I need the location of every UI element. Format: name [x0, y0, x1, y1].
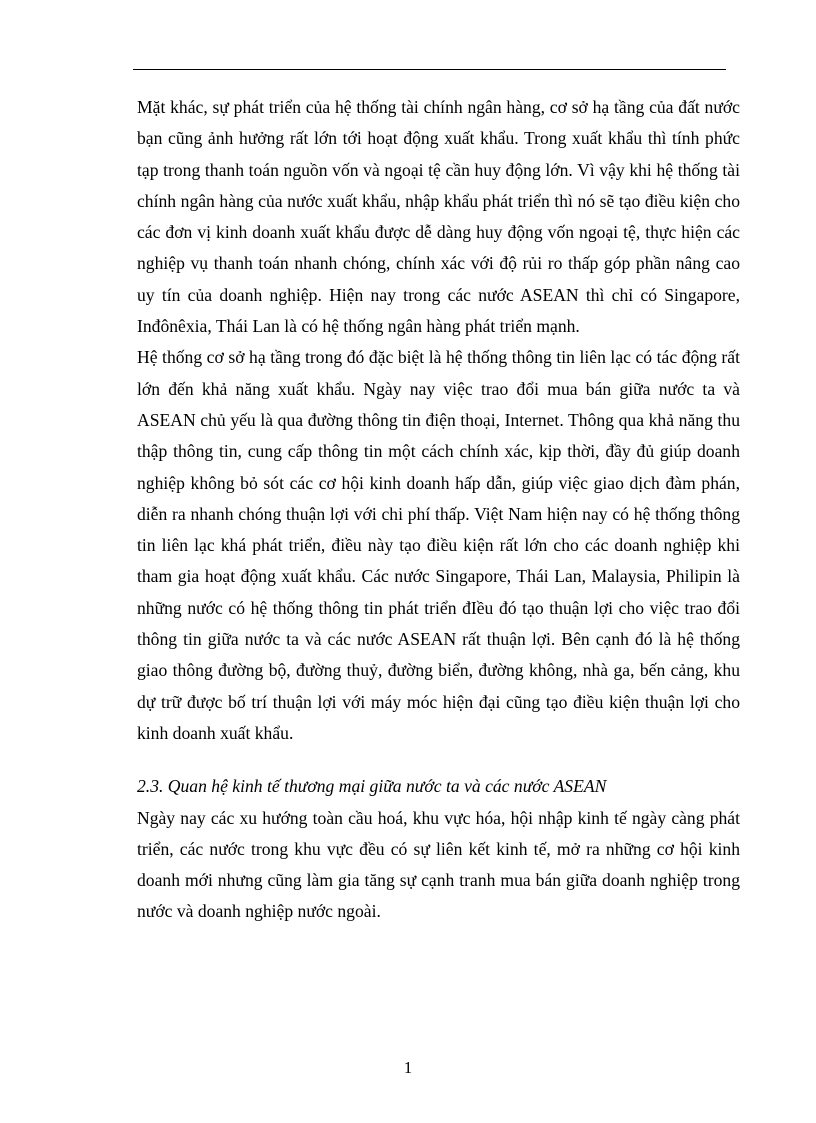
section-heading: 2.3. Quan hệ kinh tế thương mại giữa nước ta và các nước ASEAN — [137, 776, 607, 797]
page-number: 1 — [403, 1058, 413, 1077]
paragraph-infrastructure: Hệ thống cơ sở hạ tầng trong đó đặc biệt là hệ thống thông tin liên lạc có tác động rất lớn đến khả năng xuất khẩu. Ngày nay việc trao đổi mua bán giữa nước ta và ASEAN chủ yếu là qua đường thông tin điện thoại, Internet. Thông qua khả năng thu thập thông tin, cung cấp thông tin một cách chính xác, kịp thời, đầy đủ giúp doanh nghiệp không bỏ sót các cơ hội kinh doanh hấp dẫn, giúp việc giao dịch đàm phán, diễn ra nhanh chóng thuận lợi với chi phí thấp. Việt Nam hiện nay có hệ thống thông tin liên lạc khá phát triển, điều này tạo điều kiện rất lớn cho các doanh nghiệp khi tham gia hoạt động xuất khẩu. Các nước Singapore, Thái Lan, Malaysia, Philipin là những nước có hệ thống thông tin phát triển đIều đó tạo thuận lợi cho việc trao đổi thông tin giữa nước ta và các nước ASEAN rất thuận lợi. Bên cạnh đó là hệ thống giao thông đường bộ, đường thuỷ, đường biển, đường không, nhà ga, bến cảng, khu dự trữ được bố trí thuận lợi với máy móc hiện đại cũng tạo điều kiện thuận lợi cho kinh doanh xuất khẩu. — [137, 347, 740, 743]
paragraph-trade-relations: Ngày nay các xu hướng toàn cầu hoá, khu vực hóa, hội nhập kinh tế ngày càng phát triển, các nước trong khu vực đều có sự liên kết kinh tế, mở ra những cơ hội kinh doanh mới nhưng cũng làm gia tăng sự cạnh tranh mua bán giữa doanh nghiệp trong nước và doanh nghiệp nước ngoài. — [137, 807, 740, 922]
page-body — [137, 92, 740, 928]
header-rule — [133, 69, 726, 70]
paragraph-banking-system: Mặt khác, sự phát triển của hệ thống tài chính ngân hàng, cơ sở hạ tầng của đất nước bạn cũng ảnh hưởng rất lớn tới hoạt động xuất khẩu. Trong xuất khẩu thì tính phức tạp trong thanh toán nguồn vốn và ngoại tệ cần huy động lớn. Vì vậy khi hệ thống tài chính ngân hàng của nước xuất khẩu, nhập khẩu phát triển thì nó sẽ tạo điều kiện cho các đơn vị kinh doanh xuất khẩu được dễ dàng huy động vốn ngoại tệ, thực hiện các nghiệp vụ thanh toán nhanh chóng, chính xác với độ rủi ro thấp góp phần nâng cao uy tín của doanh nghiệp. Hiện nay trong các nước ASEAN thì chỉ có Singapore, Inđônêxia, Thái Lan là có hệ thống ngân hàng phát triển mạnh. — [137, 97, 740, 337]
